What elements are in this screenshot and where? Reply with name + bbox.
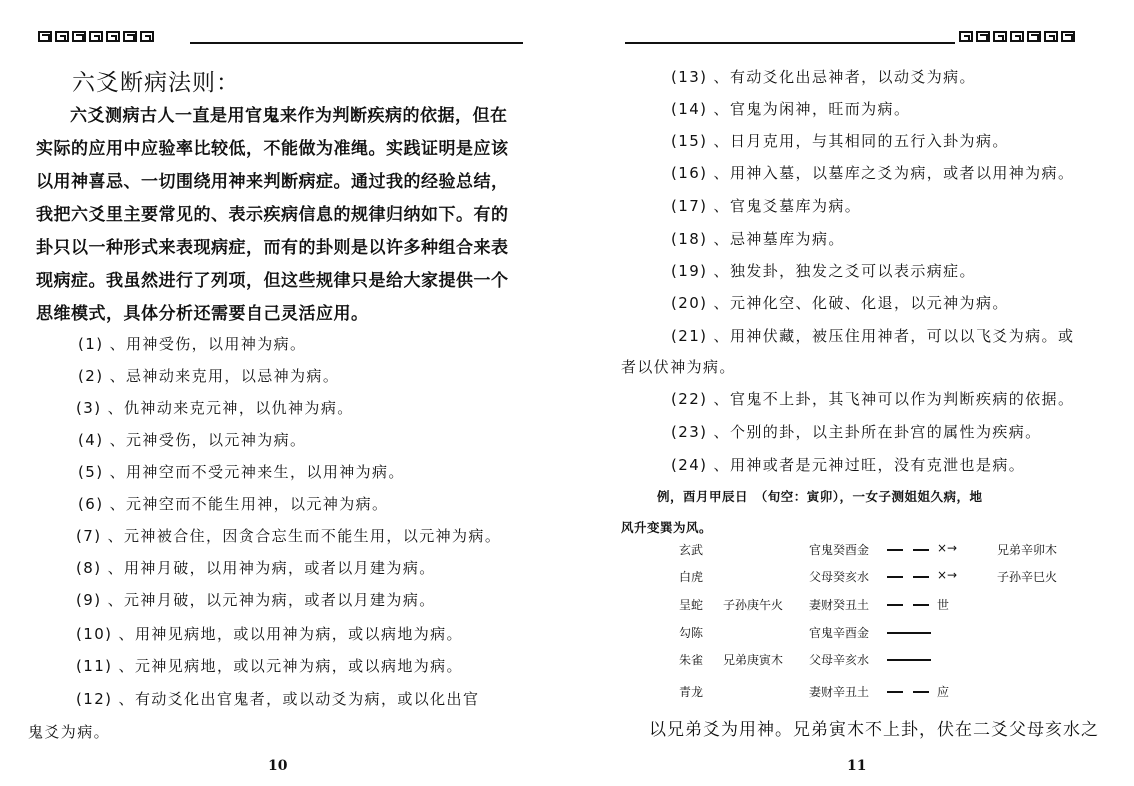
hidden-spirit: 兄弟庚寅木 xyxy=(723,653,784,667)
page-number: 11 xyxy=(847,758,867,774)
list-item: (1) 、用神受伤，以用神为病。 xyxy=(78,335,307,353)
ying-mark: 应 xyxy=(937,685,950,699)
header-rule xyxy=(190,42,523,44)
paragraph-line: 思维模式，具体分析还需要自己灵活应用。 xyxy=(36,304,369,324)
hidden-spirit: 子孙庚午火 xyxy=(723,598,784,612)
list-item: (17) 、官鬼爻墓库为病。 xyxy=(671,197,862,215)
six-god: 青龙 xyxy=(679,685,704,699)
list-item-continuation: 鬼爻为病。 xyxy=(28,723,111,741)
paragraph-line: 六爻测病古人一直是用官鬼来作为判断疾病的依据，但在 xyxy=(70,106,508,126)
paragraph-line: 实际的应用中应验率比较低，不能做为准绳。实践证明是应该 xyxy=(36,139,509,159)
section-title: 六爻断病法则： xyxy=(72,70,240,96)
list-item: (24) 、用神或者是元神过旺，没有克泄也是病。 xyxy=(671,456,1026,474)
list-item: (3) 、仇神动来克元神，以仇神为病。 xyxy=(76,399,354,417)
moving-mark: ×→ xyxy=(937,541,958,555)
intro-paragraph xyxy=(36,100,522,331)
six-god: 呈蛇 xyxy=(679,598,704,612)
list-item: (9) 、元神月破，以元神为病，或者以月建为病。 xyxy=(76,591,436,609)
yao-label: 父母辛亥水 xyxy=(809,653,870,667)
yin-line xyxy=(887,604,903,606)
list-item: (23) 、个别的卦，以主卦所在卦宫的属性为疾病。 xyxy=(671,423,1042,441)
list-item: (8) 、用神月破，以用神为病，或者以月建为病。 xyxy=(76,559,436,577)
paragraph-line: 现病症。我虽然进行了列项，但这些规律只是给大家提供一个 xyxy=(36,271,509,291)
changed-yao: 兄弟辛卯木 xyxy=(997,543,1058,557)
list-item: (10) 、用神见病地，或以用神为病，或以病地为病。 xyxy=(76,625,463,643)
yang-line xyxy=(887,632,931,634)
header-ornament xyxy=(959,31,1075,42)
yang-line xyxy=(887,659,931,661)
yao-label: 官鬼癸酉金 xyxy=(809,543,870,557)
right-page xyxy=(567,0,1134,786)
list-item: (21) 、用神伏藏，被压住用神者，可以以飞爻为病。或 xyxy=(671,327,1075,345)
yao-label: 官鬼辛酉金 xyxy=(809,626,870,640)
list-item: (19) 、独发卦，独发之爻可以表示病症。 xyxy=(671,262,976,280)
example-heading-continuation: 风升变巽为风。 xyxy=(621,520,713,535)
six-god: 勾陈 xyxy=(679,626,704,640)
header-ornament xyxy=(38,31,154,42)
six-god: 朱雀 xyxy=(679,653,704,667)
list-item: (14) 、官鬼为闲神，旺而为病。 xyxy=(671,100,911,118)
shi-mark: 世 xyxy=(937,598,950,612)
list-item-continuation: 者以伏神为病。 xyxy=(621,358,736,376)
page-number: 10 xyxy=(268,758,288,774)
paragraph-line: 我把六爻里主要常见的、表示疾病信息的规律归纳如下。有的 xyxy=(36,205,509,225)
yao-label: 父母癸亥水 xyxy=(809,570,870,584)
list-item: (20) 、元神化空、化破、化退，以元神为病。 xyxy=(671,294,1009,312)
list-item: (7) 、元神被合住，因贪合忘生而不能生用，以元神为病。 xyxy=(76,527,502,545)
list-item: (2) 、忌神动来克用，以忌神为病。 xyxy=(78,367,340,385)
yin-line xyxy=(887,549,903,551)
list-item: (12) 、有动爻化出官鬼者，或以动爻为病，或以化出官 xyxy=(76,690,480,708)
yao-label: 妻财辛丑土 xyxy=(809,685,870,699)
paragraph-line: 以用神喜忌、一切围绕用神来判断病症。通过我的经验总结， xyxy=(36,172,509,192)
yao-label: 妻财癸丑土 xyxy=(809,598,870,612)
list-item: (22) 、官鬼不上卦，其飞神可以作为判断疾病的依据。 xyxy=(671,390,1075,408)
six-god: 玄武 xyxy=(679,543,704,557)
six-god: 白虎 xyxy=(679,570,704,584)
example-heading: 例，酉月甲辰日 （旬空：寅卯），一女子测姐姐久病，地 xyxy=(657,489,983,504)
yin-line xyxy=(887,691,903,693)
changed-yao: 子孙辛巳火 xyxy=(997,570,1058,584)
list-item: (5) 、用神空而不受元神来生，以用神为病。 xyxy=(78,463,405,481)
list-item: (6) 、元神空而不能生用神，以元神为病。 xyxy=(78,495,389,513)
yin-line xyxy=(887,576,903,578)
list-item: (15) 、日月克用，与其相同的五行入卦为病。 xyxy=(671,132,1009,150)
list-item: (18) 、忌神墓库为病。 xyxy=(671,230,845,248)
list-item: (11) 、元神见病地，或以元神为病，或以病地为病。 xyxy=(76,657,463,675)
moving-mark: ×→ xyxy=(937,568,958,582)
list-item: (4) 、元神受伤，以元神为病。 xyxy=(78,431,307,449)
list-item: (13) 、有动爻化出忌神者，以动爻为病。 xyxy=(671,68,976,86)
list-item: (16) 、用神入墓，以墓库之爻为病，或者以用神为病。 xyxy=(671,164,1075,182)
conclusion-line: 以兄弟爻为用神。兄弟寅木不上卦，伏在二爻父母亥水之 xyxy=(649,720,1099,740)
paragraph-line: 卦只以一种形式来表现病症，而有的卦则是以许多种组合来表 xyxy=(36,238,509,258)
header-rule xyxy=(625,42,955,44)
